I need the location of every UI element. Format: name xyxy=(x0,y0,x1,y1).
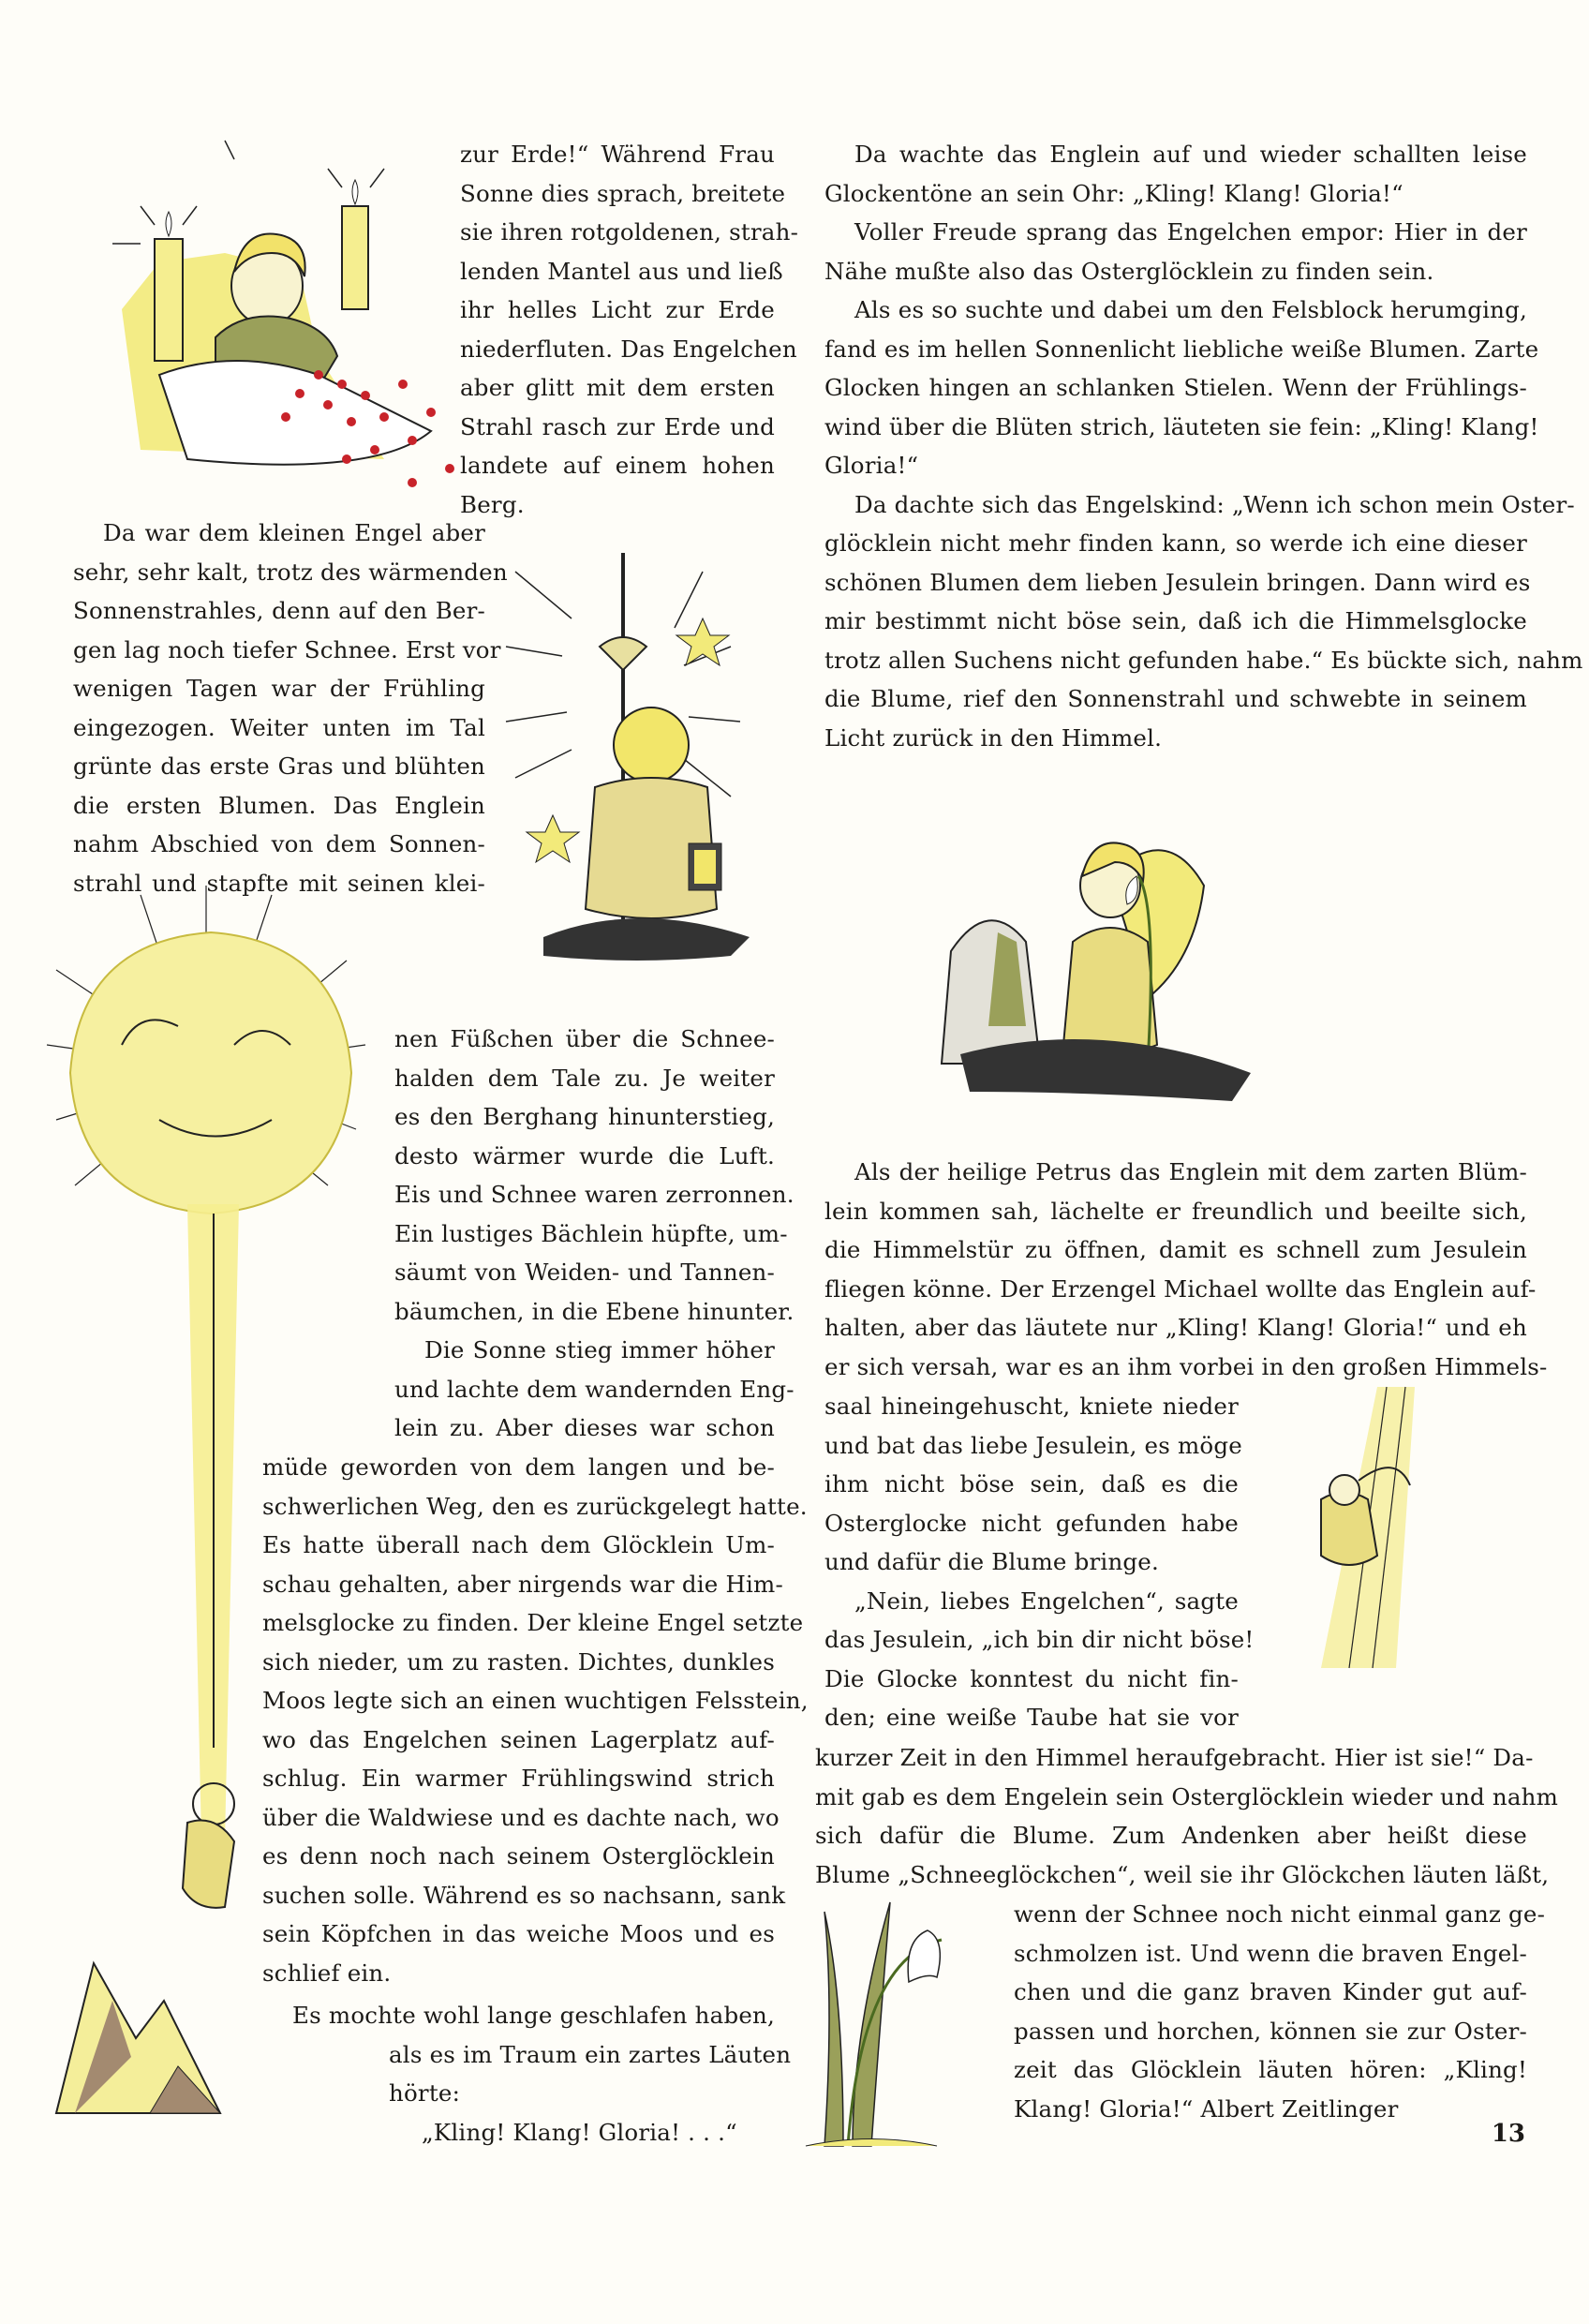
text-line: zeit das Glöcklein läuten hören: „Kling! xyxy=(1014,2056,1527,2083)
text-line: passen und horchen, können sie zur Oster- xyxy=(1014,2017,1527,2045)
text-line: strahl und stapfte mit seinen klei- xyxy=(73,869,485,897)
text-line: sehr, sehr kalt, trotz des wärmenden xyxy=(73,558,508,586)
text-line: Glocken hingen an schlanken Stielen. Wenn der Frühlings- xyxy=(824,374,1527,401)
text-line: er sich versah, war es an ihm vorbei in den großen Himmels- xyxy=(824,1352,1548,1380)
col2-block-b xyxy=(824,1153,1548,1386)
text-line: lein zu. Aber dieses war schon xyxy=(394,1414,775,1441)
text-line: und lachte dem wandernden Eng- xyxy=(394,1375,794,1403)
text-line: lenden Mantel aus und ließ xyxy=(460,257,783,285)
col1-block-b xyxy=(73,514,508,902)
text-line: Voller Freude sprang das Engelchen empor: Hier in der xyxy=(854,218,1527,246)
text-line: Da war dem kleinen Engel aber xyxy=(103,519,485,546)
text-line: grünte das erste Gras und blühten xyxy=(73,752,485,780)
text-line: landete auf einem hohen xyxy=(460,452,775,479)
text-line: trotz allen Suchens nicht gefunden habe.“ Es bückte sich, nahm xyxy=(824,646,1583,674)
text-line: lein kommen sah, lächelte er freundlich und beeilte sich, xyxy=(824,1197,1527,1225)
sun-watchman-illustration xyxy=(487,534,796,956)
text-line: „Nein, liebes Engelchen“, sagte xyxy=(854,1587,1239,1615)
text-line: sich dafür die Blume. Zum Andenken aber heißt diese xyxy=(815,1822,1527,1849)
text-line: Sonnenstrahles, denn auf den Ber- xyxy=(73,597,485,624)
text-line: fliegen könne. Der Erzengel Michael wollte das Englein auf- xyxy=(824,1274,1537,1303)
col1-block-e xyxy=(262,1448,809,1992)
text-line: Es mochte wohl lange geschlafen haben, xyxy=(292,2002,775,2029)
text-line: wind über die Blüten strich, läuteten sie fein: „Kling! Klang! xyxy=(824,412,1539,440)
closing-line xyxy=(1014,2090,1527,2129)
text-line: melsglocke zu finden. Der kleine Engel setzte xyxy=(262,1609,804,1636)
text-line: Es hatte überall nach dem Glöcklein Um- xyxy=(262,1531,775,1558)
text-line: ihr helles Licht zur Erde xyxy=(460,296,775,323)
text-line: die ersten Blumen. Das Englein xyxy=(73,791,485,819)
text-line: sie ihren rotgoldenen, strah- xyxy=(460,218,799,246)
text-line: Da wachte das Englein auf und wieder schallten leise xyxy=(854,141,1527,168)
text-line: und dafür die Blume bringe. xyxy=(824,1548,1159,1575)
col1-block-f xyxy=(262,1996,792,2152)
text-line: säumt von Weiden- und Tannen- xyxy=(394,1259,775,1286)
text-line: ihm nicht böse sein, daß es die xyxy=(824,1470,1239,1497)
text-line: Eis und Schnee waren zerronnen. xyxy=(394,1181,794,1208)
text-line: Als es so suchte und dabei um den Felsblock herumging, xyxy=(854,296,1527,323)
text-line: Licht zurück in den Himmel. xyxy=(824,723,1163,752)
col2-block-c xyxy=(824,1387,1255,1737)
col1-block-d xyxy=(394,1331,794,1448)
angel-with-flower-illustration xyxy=(923,820,1270,1101)
text-line: suchen solle. Während es so nachsann, sank xyxy=(262,1881,786,1909)
text-line: das Jesulein, „ich bin dir nicht böse! xyxy=(824,1626,1255,1653)
text-line: niederfluten. Das Engelchen xyxy=(460,335,797,363)
text-line: Moos legte sich an einen wuchtigen Felsstein, xyxy=(262,1687,809,1714)
sleeping-angel-illustration xyxy=(103,150,450,515)
text-line: halten, aber das läutete nur „Kling! Klang! Gloria!“ und eh xyxy=(824,1314,1527,1341)
text-line: Sonne dies sprach, breitete xyxy=(460,179,786,207)
text-line: schlief ein. xyxy=(262,1959,392,1987)
text-line: die Himmelstür zu öffnen, damit es schnell zum Jesulein xyxy=(824,1236,1527,1263)
text-line: eingezogen. Weiter unten im Tal xyxy=(73,713,485,741)
text-line: hörte: xyxy=(389,2079,461,2107)
text-line: Als der heilige Petrus das Englein mit dem zarten Blüm- xyxy=(854,1158,1527,1185)
text-line: wenn der Schnee noch nicht einmal ganz ge- xyxy=(1014,1900,1546,1928)
text-line: Da dachte sich das Engelskind: „Wenn ich schon mein Oster- xyxy=(854,490,1575,518)
text-line: zur Erde!“ Während Frau xyxy=(460,141,775,168)
snowdrop-illustration xyxy=(787,1874,974,2155)
text-line: Osterglocke nicht gefunden habe xyxy=(824,1509,1239,1537)
text-line: glöcklein nicht mehr finden kann, so werde ich eine dieser xyxy=(824,529,1527,557)
text-line: schmolzen ist. Und wenn die braven Engel- xyxy=(1014,1939,1527,1967)
text-line: Strahl rasch zur Erde und xyxy=(460,412,775,440)
col1-block-c xyxy=(394,1020,794,1331)
text-line: schau gehalten, aber nirgends war die Him- xyxy=(262,1570,783,1598)
text-line: und bat das liebe Jesulein, es möge xyxy=(824,1431,1242,1459)
text-line: halden dem Tale zu. Je weiter xyxy=(394,1064,775,1092)
text-line: Die Sonne stieg immer höher xyxy=(424,1336,775,1363)
text-line: Ein lustiges Bächlein hüpfte, um- xyxy=(394,1219,788,1247)
text-line: „Kling! Klang! Gloria! . . .“ xyxy=(422,2118,737,2146)
text-line: fand es im hellen Sonnenlicht liebliche weiße Blumen. Zarte xyxy=(824,335,1539,363)
text-line: saal hineingehuscht, kniete nieder xyxy=(824,1393,1239,1420)
col2-block-a xyxy=(824,135,1583,757)
text-line: chen und die ganz braven Kinder gut auf- xyxy=(1014,1978,1527,2005)
text-line: kurzer Zeit in den Himmel heraufgebracht. Hier ist sie!“ Da- xyxy=(815,1744,1534,1771)
text-line: es den Berghang hinunterstieg, xyxy=(394,1103,775,1130)
col2-block-d xyxy=(815,1738,1559,1894)
text-line: die Blume, rief den Sonnenstrahl und schwebte in seinem xyxy=(824,685,1527,712)
text-line: über die Waldwiese und es dachte nach, wo xyxy=(262,1803,780,1831)
text-line: aber glitt mit dem ersten xyxy=(460,374,775,401)
text-line: Glockentöne an sein Ohr: „Kling! Klang! Gloria!“ xyxy=(824,179,1403,207)
text-line: schwerlichen Weg, den es zurückgelegt hatte. xyxy=(262,1492,808,1520)
text-line: Blume „Schneeglöckchen“, weil sie ihr Glöckchen läuten läßt, xyxy=(815,1860,1550,1888)
text-line: desto wärmer wurde die Luft. xyxy=(394,1141,775,1169)
text-line: bäumchen, in die Ebene hinunter. xyxy=(394,1297,794,1325)
text-line: Die Glocke konntest du nicht fin- xyxy=(824,1664,1239,1692)
text-line: mir bestimmt nicht böse sein, daß ich die Himmelsglocke xyxy=(824,607,1527,634)
text-line: schlug. Ein warmer Frühlingswind strich xyxy=(262,1765,775,1792)
text-line: wenigen Tagen war der Frühling xyxy=(73,675,485,702)
text-line: gen lag noch tiefer Schnee. Erst vor xyxy=(73,635,501,663)
col1-block-a xyxy=(460,135,799,524)
text-line: sein Köpfchen in das weiche Moos und es xyxy=(262,1920,775,1947)
author-signature: Albert Zeitlinger xyxy=(1200,2094,1399,2123)
text-line: Nähe mußte also das Osterglöcklein zu finden sein. xyxy=(824,257,1434,285)
flying-angel-illustration xyxy=(1284,1387,1433,1668)
text-line: schönen Blumen dem lieben Jesulein bringen. Dann wird es xyxy=(824,568,1531,596)
text-line: den; eine weiße Taube hat sie vor xyxy=(824,1704,1239,1731)
text-line: wo das Engelchen seinen Lagerplatz auf- xyxy=(262,1725,775,1753)
text-line: es denn noch nach seinem Osterglöcklein xyxy=(262,1842,775,1870)
text-line: als es im Traum ein zartes Läuten xyxy=(389,2040,792,2068)
text-line: nahm Abschied von dem Sonnen- xyxy=(73,830,485,857)
text-line: Berg. xyxy=(460,490,525,518)
text-line: nen Füßchen über die Schnee- xyxy=(394,1025,775,1052)
text-line: mit gab es dem Engelein sein Osterglöcklein wieder und nahm xyxy=(815,1782,1559,1810)
text-line: müde geworden von dem langen und be- xyxy=(262,1453,775,1481)
text-line: Klang! Gloria!“ xyxy=(1014,2094,1194,2123)
text-line: sich nieder, um zu rasten. Dichtes, dunkles xyxy=(262,1647,775,1676)
page-number: 13 xyxy=(1491,2120,1525,2148)
text-line: Gloria!“ xyxy=(824,452,919,479)
col2-block-e xyxy=(1014,1895,1546,2128)
